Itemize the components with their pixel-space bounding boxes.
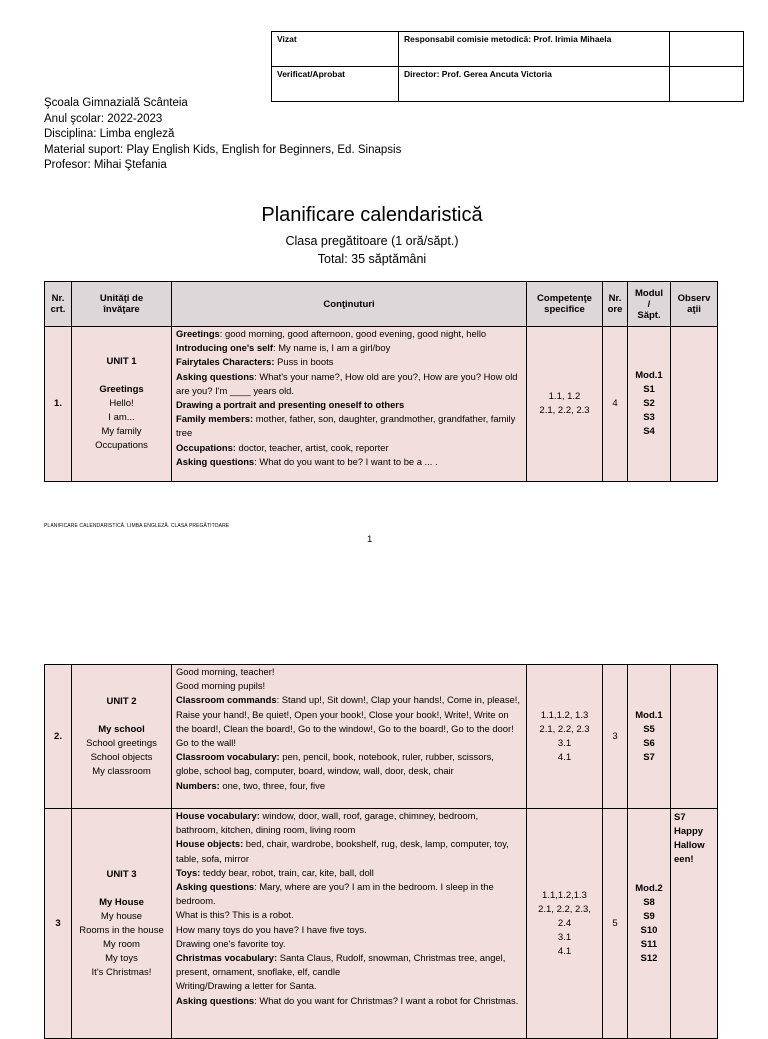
row-unit: UNIT 1 Greetings Hello! I am... My family Occupations — [72, 327, 172, 482]
header-content: Conţinuturi — [172, 282, 527, 327]
row-nr: 1. — [45, 327, 72, 482]
approval-value: Director: Prof. Gerea Ancuta Victoria — [399, 67, 670, 102]
table-row — [45, 665, 718, 809]
header-unit: Unităţi de învăţare — [72, 282, 172, 327]
approval-row-vizat — [272, 32, 744, 67]
row-observations: S7 Happy Hallow een! — [671, 809, 718, 1039]
plan-table-page2 — [44, 664, 718, 1039]
page-title: Planificare calendaristică — [261, 204, 483, 226]
approval-label: Verificat/Aprobat — [272, 67, 399, 102]
row-unit: UNIT 3 My House My house Rooms in the house My room My toys It's Christmas! — [72, 809, 172, 1039]
teacher: Profesor: Mihai Ştefania — [44, 159, 167, 171]
row-unit: UNIT 2 My school School greetings School objects My classroom — [72, 665, 172, 809]
header-observations: Observ aţii — [671, 282, 718, 327]
row-observations — [671, 327, 718, 482]
row-content: House vocabulary: window, door, wall, roof, garage, chimney, bedroom, bathroom, kitchen, dining room, living room House objects: bed, chair, wardrobe, bookshelf, rug, desk, lamp, computer, toy, table, sofa, mirror Toys: teddy bear, robot, train, car, kite, ball, doll Asking questions: Mary, where are you? I am in the bedroom. I sleep in the bedroom. What is this? This is a robot. How many toys do you have? I have five toys. Drawing one's favorite toy. Christmas vocabulary: Santa Claus, Rudolf, snowman, Christmas tree, angel, present, ornament, snoflake, elf, candle Writing/Drawing a letter for Santa. Asking questions: What do you want for Christmas? I want a robot for Christmas. — [172, 809, 527, 1039]
row-module: Mod.1 S1 S2 S3 S4 — [628, 327, 671, 482]
row-competences: 1.1,1.2,1.3 2.1, 2.2, 2.3, 2.4 3.1 4.1 — [527, 809, 603, 1039]
school-year: Anul şcolar: 2022-2023 — [44, 112, 163, 125]
row-hours: 5 — [603, 809, 628, 1039]
header-hours: Nr. ore — [603, 282, 628, 327]
row-competences: 1.1, 1.2 2.1, 2.2, 2.3 — [527, 327, 603, 482]
page-number: 1 — [367, 534, 373, 545]
plan-table-page1 — [44, 281, 718, 482]
row-content: Greetings: good morning, good afternoon, good evening, good night, hello Introducing one's self: My name is, I am a girl/boy Fairytales Characters: Puss in boots Asking questions: What's your name?, How old are you?, How are you? How old are you? I'm ____ years old. Drawing a portrait and presenting oneself to others Family members: mother, father, son, daughter, grandmother, grandfather, family tree Occupations: doctor, teacher, artist, cook, reporter Asking questions: What do you want to be? I want to be a ... . — [172, 327, 527, 482]
footer-text: PLANIFICARE CALENDARISTICĂ. LIMBA ENGLEZĂ. CLASA PREGĂTITOARE — [44, 523, 230, 529]
class-subtitle: Clasa pregătitoare (1 oră/săpt.) — [285, 234, 459, 248]
table-row — [45, 809, 718, 1039]
row-content: Good morning, teacher! Good morning pupils! Classroom commands: Stand up!, Sit down!, Clap your hands!, Come in, please!, Raise your hand!, Be quiet!, Open your book!, Close your book!, Write!, Write on the board!, Clean the board!, Go to the window!, Go to the board!, Go to the door! Go to the wall! Classroom vocabulary: pen, pencil, book, notebook, ruler, rubber, scissors, globe, school bag, computer, board, window, wall, door, desk, chair Numbers: one, two, three, four, five — [172, 665, 527, 809]
row-module: Mod.2 S8 S9 S10 S11 S12 — [628, 809, 671, 1039]
row-observations — [671, 665, 718, 809]
approval-table — [271, 31, 744, 102]
support-material: Material suport: Play English Kids, English for Beginners, Ed. Sinapsis — [44, 143, 402, 156]
table-header-row — [45, 282, 718, 327]
school-name: Şcoala Gimnazială Scânteia — [44, 97, 188, 109]
header-module: Modul / Săpt. — [628, 282, 671, 327]
header-competences: Competenţe specifice — [527, 282, 603, 327]
table-row — [45, 327, 718, 482]
approval-extra — [670, 67, 744, 102]
row-module: Mod.1 S5 S6 S7 — [628, 665, 671, 809]
approval-value: Responsabil comisie metodică: Prof. Irimia Mihaela — [399, 32, 670, 67]
row-nr: 2. — [45, 665, 72, 809]
row-hours: 3 — [603, 665, 628, 809]
total-subtitle: Total: 35 săptămâni — [317, 252, 427, 266]
row-hours: 4 — [603, 327, 628, 482]
school-info — [44, 96, 401, 174]
row-competences: 1.1,1.2, 1.3 2.1, 2.2, 2.3 3.1 4.1 — [527, 665, 603, 809]
approval-label: Vizat — [272, 32, 399, 67]
approval-extra — [670, 32, 744, 67]
header-nr: Nr. crt. — [45, 282, 72, 327]
discipline: Disciplina: Limba engleză — [44, 128, 175, 140]
row-nr: 3 — [45, 809, 72, 1039]
